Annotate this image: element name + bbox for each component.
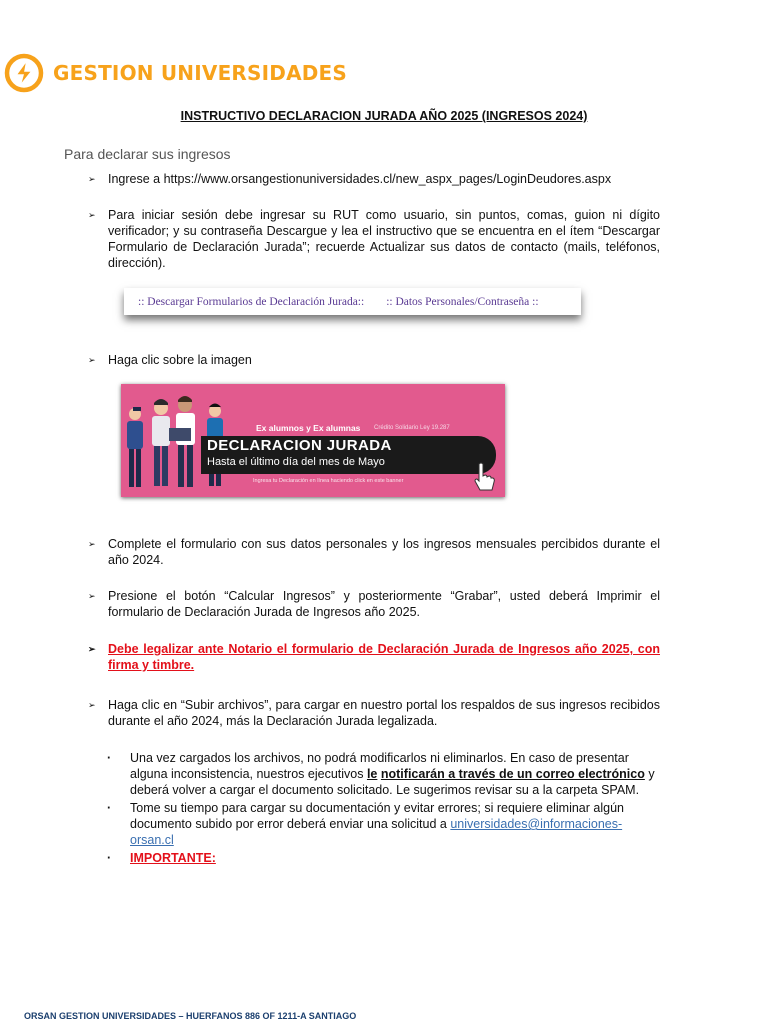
step-text: Haga clic sobre la imagen xyxy=(108,353,252,367)
step-login-instructions xyxy=(88,207,660,271)
step-click-image xyxy=(88,352,660,368)
declaration-banner[interactable] xyxy=(121,384,505,497)
notes-list xyxy=(104,750,660,868)
arrow-bullet-icon: ➢ xyxy=(88,210,96,220)
arrow-bullet-icon: ➢ xyxy=(88,355,96,365)
step-upload-files xyxy=(88,697,660,729)
notarize-warning: Debe legalizar ante Notario el formulario de Declaración Jurada de Ingresos año 2025, con firma y timbre. xyxy=(108,642,660,672)
dot-bullet-icon: · xyxy=(107,801,112,815)
note-take-time: · Tome su tiempo para cargar su documentación y evitar errores; si requiere eliminar algún documento subido por error deberá enviar una solicitud a universidades@informaciones-orsan.cl xyxy=(107,801,624,847)
arrow-bullet-icon: ➢ xyxy=(88,700,96,710)
banner-heading: DECLARACION JURADA xyxy=(207,437,392,454)
page-footer: ORSAN GESTION UNIVERSIDADES – HUERFANOS 886 OF 1211-A SANTIAGO xyxy=(24,1011,357,1021)
banner-credit: Crédito Solidario Ley 19.287 xyxy=(374,425,450,431)
arrow-bullet-icon: ➢ xyxy=(88,539,96,549)
step-notarize xyxy=(88,641,660,673)
arrow-bullet-icon: ➢ xyxy=(88,644,96,654)
banner-hint: Ingresa tu Declaración en línea haciendo click en este banner xyxy=(253,478,404,484)
note-no-modify: · Una vez cargados los archivos, no podrá modificarlos ni eliminarlos. En caso de presentar alguna inconsistencia, nuestros ejecutivos le notificarán a través de un correo electrónico y deberá volver a cargar el documento solicitado. Le sugerimos revisar su a la carpeta SPAM. xyxy=(107,751,655,797)
step-login-url xyxy=(88,171,660,187)
intro-text: Para declarar sus ingresos xyxy=(64,146,231,162)
note-important xyxy=(104,850,660,866)
step-text: Para iniciar sesión debe ingresar su RUT como usuario, sin puntos, comas, guion ni dígito verificador; y su contraseña Descargue y lea el instructivo que se encuentra en el ítem “Descargar Formulario de Declaración Jurada”; recuerde Actualizar sus datos de contacto (mails, teléfonos, dirección). xyxy=(108,208,660,270)
dot-bullet-icon: · xyxy=(107,851,112,865)
dot-bullet-icon: · xyxy=(107,751,112,765)
arrow-bullet-icon: ➢ xyxy=(88,174,96,184)
brand-logo xyxy=(4,51,347,95)
banner-subtitle: Ex alumnos y Ex alumnas xyxy=(256,423,361,433)
step-text: Presione el botón “Calcular Ingresos” y posteriormente “Grabar”, usted deberá Imprimir el formulario de Declaración Jurada de Ingresos año 2025. xyxy=(108,589,660,619)
pointing-hand-icon xyxy=(471,462,497,492)
step-complete-form xyxy=(88,536,660,568)
notify-email-text: notificarán a través de un correo electrónico xyxy=(380,767,645,781)
important-label: IMPORTANTE: xyxy=(130,851,216,865)
step-text: Haga clic en “Subir archivos”, para cargar en nuestro portal los respaldos de sus ingresos recibidos durante el año 2024, más la Declaración Jurada legalizada. xyxy=(108,698,660,728)
page-title: INSTRUCTIVO DECLARACION JURADA AÑO 2025 (INGRESOS 2024) xyxy=(180,109,588,123)
download-forms-link[interactable]: :: Descargar Formularios de Declaración Jurada:: xyxy=(138,295,365,308)
personal-data-link[interactable]: :: Datos Personales/Contraseña :: xyxy=(386,295,539,308)
menu-image[interactable] xyxy=(124,288,581,315)
step-calculate-income xyxy=(88,588,660,620)
step-text: Complete el formulario con sus datos personales y los ingresos mensuales percibidos durante el año 2024. xyxy=(108,537,660,567)
arrow-bullet-icon: ➢ xyxy=(88,591,96,601)
support-email-link[interactable]: universidades@informaciones-orsan.cl xyxy=(130,817,623,847)
orsan-logo-icon xyxy=(4,53,44,93)
banner-deadline: Hasta el último día del mes de Mayo xyxy=(207,456,385,468)
step-text: Ingrese a https://www.orsangestionuniversidades.cl/new_aspx_pages/LoginDeudores.aspx xyxy=(108,172,612,186)
brand-name: GESTION UNIVERSIDADES xyxy=(53,61,348,85)
